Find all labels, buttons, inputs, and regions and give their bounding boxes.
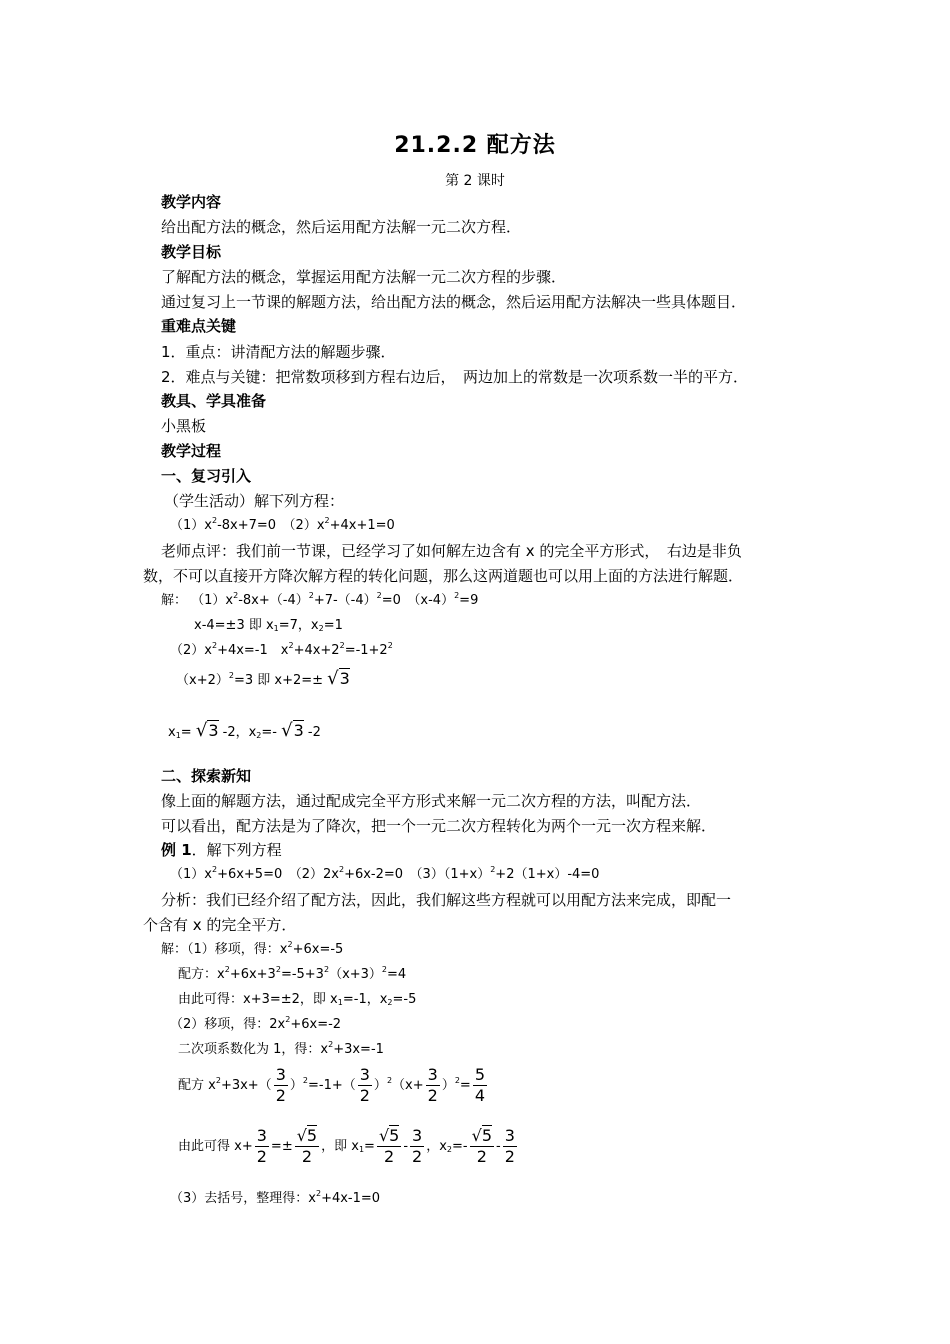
heading-tools: 教具、学具准备 — [161, 392, 267, 410]
review-equations: $(1)x^2-8x+7=0$ $(2)x^2+4x+1=0$ — [170, 516, 395, 533]
ex-sol-2-line-4: 由此可得 x+ $\frac{3}{2}$ =± $\frac{√5}{2}$ ，即 $x_1=$ $\frac{√5}{2}$ - $\frac{3}{2}$ ，$x_2=-$ $\frac{√5}{2}$ - $\frac{3}{2}$ — [178, 1126, 515, 1166]
solution-2-line-1: $(2)x^2+4x=-1$ $x^2+4x+2^2=-1+2^2$ — [170, 641, 393, 658]
sqrt-3: √3 — [195, 720, 219, 741]
jie-label: 解： — [161, 593, 188, 608]
explore-text-1: 像上面的解题方法，通过配成完全平方形式来解一元二次方程的方法，叫配方法． — [161, 792, 702, 810]
ex-sol-3-line-1: （3）去括号，整理得：$x^2+4x-1=0$ — [170, 1189, 381, 1206]
example-label: 例 1 — [161, 841, 192, 859]
heading-content: 教学内容 — [161, 193, 222, 211]
fraction-sqrt5-2: $\frac{√5}{2}$ — [378, 1126, 400, 1166]
page-subtitle: 第 2 课时 — [445, 173, 505, 189]
heading-process: 教学过程 — [161, 442, 222, 460]
content-text: 给出配方法的概念，然后运用配方法解一元二次方程． — [161, 218, 522, 236]
fraction-3-2: $\frac{3}{2}$ — [504, 1126, 515, 1166]
sqrt-3: √3 — [327, 668, 350, 689]
review-intro: （学生活动）解下列方程： — [164, 492, 345, 510]
goal-text-2: 通过复习上一节课的解题方法，给出配方法的概念，然后运用配方法解决一些具体题目． — [161, 293, 747, 311]
step-peifang-2: 配方 — [178, 1078, 205, 1093]
fraction-3-2: $\frac{3}{2}$ — [412, 1126, 423, 1166]
key-text-1: 1．重点：讲清配方法的解题步骤． — [161, 343, 396, 361]
fraction-sqrt5-2: $\frac{√5}{2}$ — [471, 1126, 492, 1166]
step-erci: 二次项系数化为 1，得： — [178, 1042, 321, 1057]
jie-label: 解： — [161, 942, 188, 957]
step-peifang: 配方： — [178, 967, 218, 982]
ex-sol-1-line-1: 解：（1）移项，得：$x^2+6x=-5$ — [161, 940, 344, 957]
solution-1-line-1: 解： $(1)x^2-8x+(-4)^2+7-(-4)^2=0$ $(x-4)^2=9$ — [161, 591, 479, 608]
heading-key: 重难点关键 — [161, 317, 237, 335]
ex-sol-2-line-2: 二次项系数化为 1，得：$x^2+3x=-1$ — [178, 1040, 384, 1057]
heading-review: 一、复习引入 — [161, 467, 252, 485]
step-youci-2: 由此可得 — [178, 1139, 231, 1154]
ex-sol-2-line-3: 配方 $x^2+3x+$（ $\frac{3}{2}$ ）$^2$=-1+（ $\frac{3}{2}$ ）$^2$（x+ $\frac{3}{2}$ ）$^2$= $\frac{5}{4}$ — [178, 1065, 486, 1105]
fraction-5-4: $\frac{5}{4}$ — [474, 1065, 486, 1105]
review-comment-2: 数，不可以直接开方降次解方程的转化问题，那么这两道题也可以用上面的方法进行解题． — [143, 567, 744, 585]
fraction-3-2: $\frac{3}{2}$ — [256, 1126, 267, 1166]
explore-text-2: 可以看出，配方法是为了降次，把一个一元二次方程转化为两个一元一次方程来解． — [161, 817, 717, 835]
example-text: ．解下列方程 — [191, 841, 282, 859]
fraction-3-2: $\frac{3}{2}$ — [359, 1065, 370, 1105]
analysis-1: 分析：我们已经介绍了配方法，因此，我们解这些方程就可以用配方法来完成，即配一 — [161, 891, 732, 909]
ex-sol-2-line-1: （2）移项，得：$2x^2+6x=-2$ — [170, 1015, 342, 1032]
heading-goal: 教学目标 — [161, 243, 222, 261]
step-yixiang: （1）移项，得： — [187, 942, 280, 957]
analysis-2: 个含有 x 的完全平方． — [143, 916, 297, 934]
solution-2-line-2: $(x+2)^2=3$ 即 x+2=± √3 — [176, 666, 350, 694]
solution-1-line-2: x-4=±3 即 $x_1=7$，$x_2=1$ — [194, 618, 343, 633]
step-youci: 由此可得： — [178, 992, 244, 1007]
example-1-heading — [161, 840, 282, 860]
sqrt-3: √3 — [281, 720, 304, 741]
example-equations: $(1)x^2+6x+5=0$ $(2)2x^2+6x-2=0$ $(3)(1+x)^2+2(1+x)-4=0$ — [170, 865, 600, 882]
step-3: （3）去括号，整理得： — [170, 1191, 309, 1206]
review-comment-1: 老师点评：我们前一节课，已经学习了如何解左边含有 x 的完全平方形式， 右边是非负 — [161, 542, 742, 560]
key-text-2: 2．难点与关键：把常数项移到方程右边后， 两边加上的常数是一次项系数一半的平方． — [161, 368, 749, 386]
tools-text: 小黑板 — [161, 417, 207, 435]
fraction-3-2: $\frac{3}{2}$ — [275, 1065, 286, 1105]
fraction-3-2: $\frac{3}{2}$ — [427, 1065, 438, 1105]
fraction-sqrt5-2: $\frac{√5}{2}$ — [296, 1126, 318, 1166]
goal-text-1: 了解配方法的概念，掌握运用配方法解一元二次方程的步骤． — [161, 268, 567, 286]
page-title: 21.2.2 配方法 — [394, 133, 556, 158]
step-yixiang-2: （2）移项，得： — [170, 1017, 270, 1032]
solution-2-line-3: $x_1= √3$ -2，$x_2=-$ √3 -2 — [168, 718, 321, 746]
ex-sol-1-line-2: 配方：$x^2+6x+3^2=-5+3^2(x+3)^2=4$ — [178, 965, 407, 982]
heading-explore: 二、探索新知 — [161, 767, 252, 785]
ex-sol-1-line-3: 由此可得：x+3=±2，即 $x_1=-1$，$x_2=-5$ — [178, 992, 417, 1007]
